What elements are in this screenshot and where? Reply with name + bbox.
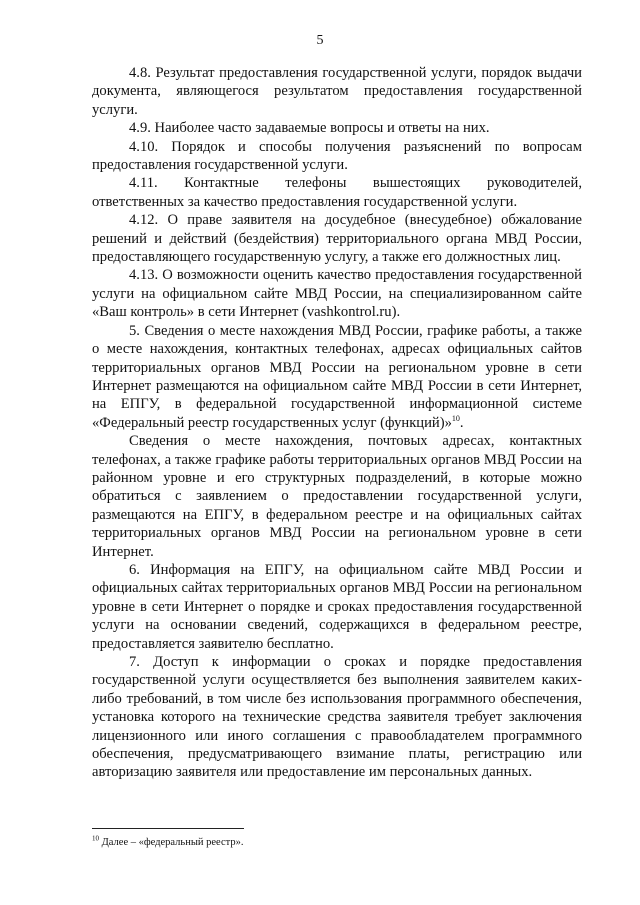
paragraph-5 (92, 322, 582, 432)
paragraph-4-8: 4.8. Результат предоставления государственной услуги, порядок выдачи документа, являющегося результатом предоставления государственной услуги. (92, 65, 582, 118)
footnote-divider (92, 828, 244, 829)
paragraph-5-text: 5. Сведения о месте нахождения МВД России, графике работы, а также о месте нахождения, контактных телефонах, адресах официальных сайтов территориальных органов МВД России на региональном уровне в сети Интернет размещаются на официальном сайте МВД России в сети Интернет, на ЕПГУ, в федеральной государственной информационной системе «Федеральный реестр государственных услуг (функций)» (92, 322, 582, 431)
paragraph-4-9: 4.9. Наиболее часто задаваемые вопросы и ответы на них. (129, 120, 490, 137)
paragraph-7: 7. Доступ к информации о сроках и порядке предоставления государственной услуги осуществляется без выполнения заявителем каких-либо требований, в том числе без использования программного обеспечения, установка которого на технические средства заявителя требует заключения лицензионного или иного соглашения с правообладателем программного обеспечения, предусматривающего взимание платы, регистрацию или авторизацию заявителя или предоставление им персональных данных. (92, 654, 582, 781)
footnote-text: Далее – «федеральный реестр». (99, 837, 244, 848)
footnote (92, 836, 582, 849)
footnote-number: 10 (92, 834, 99, 843)
paragraph-4-11: 4.11. Контактные телефоны вышестоящих руководителей, ответственных за качество предоставления государственной услуги. (92, 175, 582, 210)
paragraph-5-suffix: . (459, 414, 464, 431)
paragraph-4-10: 4.10. Порядок и способы получения разъяснений по вопросам предоставления государственной услуги. (92, 138, 582, 174)
document-body (92, 64, 582, 782)
paragraph-6: 6. Информация на ЕПГУ, на официальном сайте МВД России и официальных сайтах территориальных органов МВД России на региональном уровне в сети Интернет о порядке и сроках предоставления государственной услуги на основании сведений, содержащихся в федеральном реестре, предоставляется заявителю бесплатно. (92, 561, 582, 652)
paragraph-4-12: 4.12. О праве заявителя на досудебное (внесудебное) обжалование решений и действий (бездействия) территориального органа МВД России, предоставляющего государственную услугу, а также его должностных лиц. (92, 212, 582, 266)
paragraph-4-13: 4.13. О возможности оценить качество предоставления государственной услуги на официальном сайте МВД России, на специализированном сайте «Ваш контроль» в сети Интернет (vashkontrol.ru). (92, 267, 582, 321)
page-number: 5 (316, 33, 324, 48)
paragraph-5-continued: Сведения о месте нахождения, почтовых адресах, контактных телефонах, а также графике работы территориальных органов МВД России на районном уровне и его структурных подразделений, в которые можно обратиться с заявлением о предоставлении государственной услуги, размещаются на ЕПГУ, в федеральном реестре и на официальных сайтах территориальных органов МВД России на региональном уровне в сети Интернет. (92, 433, 582, 560)
footnote-reference[interactable]: 10 (451, 413, 460, 423)
